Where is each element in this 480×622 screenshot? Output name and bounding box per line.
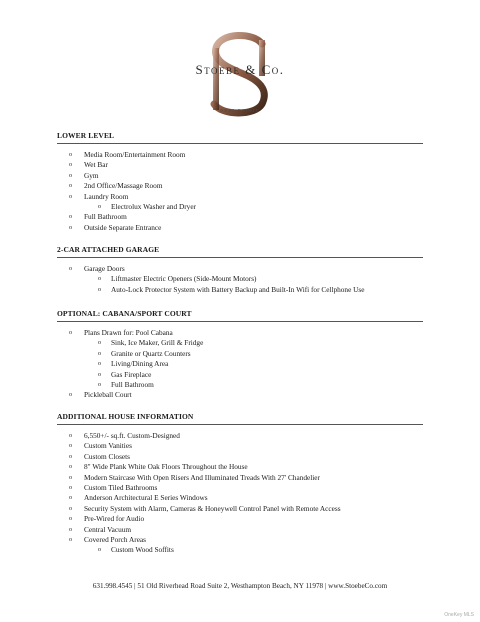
list-item	[57, 493, 423, 503]
list-item-label: Custom Closets	[84, 451, 131, 461]
list-item-label: Outside Separate Entrance	[84, 222, 162, 232]
list-item	[57, 192, 423, 213]
sub-list-item: o Living/Dining Area	[84, 359, 423, 369]
list-item	[57, 441, 423, 451]
list-item-label: Custom Tiled Bathrooms	[84, 483, 158, 493]
sub-list-item: o Granite or Quartz Counters	[84, 349, 423, 359]
list-item-label: Modern Staircase With Open Risers And Illuminated Treads With 27' Chandelier	[84, 472, 320, 482]
list-item	[57, 264, 423, 295]
footer-contact: 631.998.4545 | 51 Old Riverhead Road Suite 2, Westhampton Beach, NY 11978 | www.StoebeCo.com	[92, 582, 388, 590]
list-item	[57, 171, 423, 181]
list-item-label: Media Room/Entertainment Room	[84, 150, 186, 159]
list-item	[57, 223, 423, 233]
section-title: OPTIONAL: CABANA/SPORT COURT	[57, 309, 423, 322]
list-item-label: Plans Drawn for: Pool Cabana	[84, 328, 173, 337]
list-item-label: Central Vacuum	[84, 524, 132, 534]
sub-list-item: o Liftmaster Electric Openers (Side-Mount Motors)	[84, 274, 423, 284]
section-title: LOWER LEVEL	[57, 131, 423, 144]
item-list	[57, 328, 423, 401]
list-item-label: Custom Vanities	[84, 441, 132, 451]
list-item	[57, 390, 423, 400]
list-item	[57, 473, 423, 483]
section	[57, 131, 423, 233]
list-item	[57, 431, 423, 441]
sub-list-item: o Gas Fireplace	[84, 370, 423, 380]
list-item-label: Pickleball Court	[84, 390, 132, 400]
brand-name: Stoebe & Co.	[195, 62, 285, 77]
sub-item-list	[84, 274, 423, 295]
list-item	[57, 462, 423, 472]
list-item-label: Security System with Alarm, Cameras & Honeywell Control Panel with Remote Access	[84, 503, 341, 513]
list-item-label: Full Bathroom	[84, 212, 127, 222]
list-item-label: 6,550+/- sq.ft. Custom-Designed	[84, 431, 180, 440]
list-item-label: Pre-Wired for Audio	[84, 514, 145, 524]
sub-list-item: o Auto-Lock Protector System with Battery Backup and Built-In Wifi for Cellphone Use	[84, 285, 423, 295]
list-item-label: Covered Porch Areas	[84, 535, 147, 545]
list-item-label: Laundry Room	[84, 191, 129, 201]
sub-list-item: o Sink, Ice Maker, Grill & Fridge	[84, 338, 423, 348]
list-item	[57, 504, 423, 514]
list-item	[57, 212, 423, 222]
brand-subtitle: REAL ESTATE	[220, 108, 260, 113]
list-item	[57, 535, 423, 556]
section	[57, 309, 423, 401]
item-list	[57, 431, 423, 556]
list-item-label: Anderson Architectural E Series Windows	[84, 493, 208, 503]
sub-list-item: o Full Bathroom	[84, 380, 423, 390]
sub-item-list	[84, 545, 423, 555]
list-item	[57, 514, 423, 524]
sub-list-item: o Custom Wood Soffits	[84, 545, 423, 555]
section	[57, 412, 423, 556]
list-item	[57, 160, 423, 170]
section	[57, 245, 423, 295]
list-item	[57, 181, 423, 191]
list-item	[57, 525, 423, 535]
list-item-label: 8" Wide Plank White Oak Floors Throughout the House	[84, 462, 248, 472]
list-item	[57, 483, 423, 493]
item-list	[57, 150, 423, 233]
mls-watermark: OneKey MLS	[444, 612, 474, 618]
list-item-label: 2nd Office/Massage Room	[84, 181, 163, 191]
sub-list-item: o Electrolux Washer and Dryer	[84, 202, 423, 212]
list-item	[57, 328, 423, 390]
list-item-label: Wet Bar	[84, 160, 108, 170]
list-item-label: Gym	[84, 170, 99, 180]
item-list	[57, 264, 423, 295]
list-item	[57, 150, 423, 160]
section-title: ADDITIONAL HOUSE INFORMATION	[57, 412, 423, 425]
list-item	[57, 452, 423, 462]
sub-item-list	[84, 338, 423, 390]
section-title: 2-CAR ATTACHED GARAGE	[57, 245, 423, 258]
sub-item-list	[84, 202, 423, 212]
list-item-label: Garage Doors	[84, 264, 125, 273]
